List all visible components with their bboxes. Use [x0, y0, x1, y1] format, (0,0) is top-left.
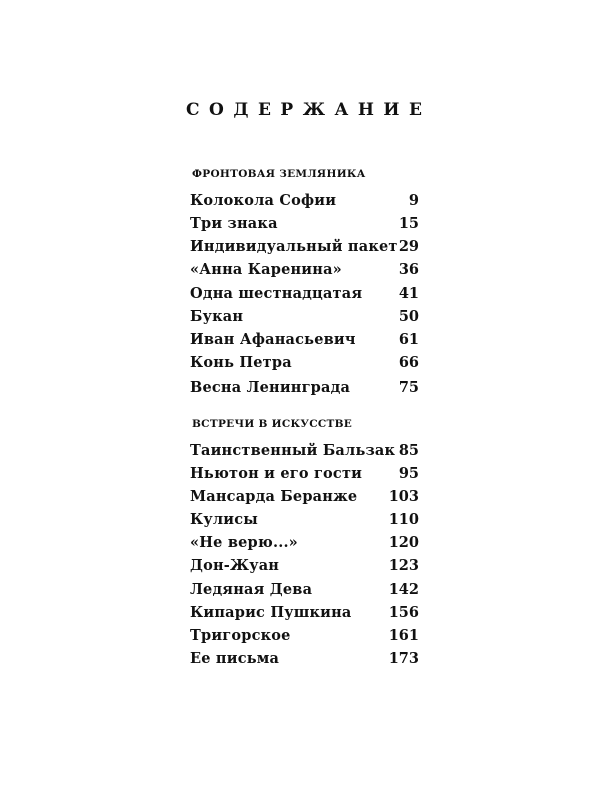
entry-title: «Не верю...»: [190, 534, 298, 551]
toc-entry[interactable]: [190, 534, 419, 556]
entry-title: «Анна Каренина»: [190, 261, 342, 278]
entry-page-number: 15: [398, 215, 419, 232]
entry-title: Букан: [190, 308, 244, 325]
entry-page-number: 103: [388, 488, 419, 505]
entry-page-number: 41: [398, 285, 419, 302]
entry-page-number: 156: [388, 604, 419, 621]
entry-title: Кипарис Пушкина: [190, 604, 352, 621]
entry-title: Весна Ленинграда: [190, 379, 351, 396]
entry-page-number: 66: [398, 354, 419, 371]
toc-entry[interactable]: [190, 308, 419, 330]
entry-title: Три знака: [190, 215, 278, 232]
entry-title: Ее письма: [190, 650, 280, 667]
toc-entry[interactable]: [190, 261, 419, 283]
entry-page-number: 110: [388, 511, 419, 528]
section-heading: ФРОНТОВАЯ ЗЕМЛЯНИКА: [192, 168, 366, 180]
entry-title: Ньютон и его гости: [190, 465, 363, 482]
entry-page-number: 142: [388, 581, 419, 598]
entry-title: Тригорское: [190, 627, 291, 644]
entry-page-number: 173: [388, 650, 419, 667]
toc-entry[interactable]: [190, 511, 419, 533]
toc-entry[interactable]: [190, 650, 419, 672]
entry-title: Одна шестнадцатая: [190, 285, 363, 302]
toc-entry[interactable]: [190, 379, 419, 401]
entry-page-number: 9: [408, 192, 419, 209]
toc-entry[interactable]: [190, 192, 419, 214]
entry-page-number: 61: [398, 331, 419, 348]
entry-title: Колокола Софии: [190, 192, 337, 209]
entry-title: Дон-Жуан: [190, 557, 280, 574]
entry-page-number: 123: [388, 557, 419, 574]
toc-entry[interactable]: [190, 488, 419, 510]
entry-page-number: 75: [398, 379, 419, 396]
entry-title: Мансарда Беранже: [190, 488, 358, 505]
entry-page-number: 95: [398, 465, 419, 482]
entry-page-number: 120: [388, 534, 419, 551]
entry-title: Иван Афанасьевич: [190, 331, 356, 348]
entry-title: Таинственный Бальзак: [190, 442, 396, 459]
entry-page-number: 29: [398, 238, 419, 255]
toc-entry[interactable]: [190, 465, 419, 487]
toc-entry[interactable]: [190, 354, 419, 376]
toc-entry[interactable]: [190, 238, 419, 260]
toc-entry[interactable]: [190, 285, 419, 307]
toc-entry[interactable]: [190, 581, 419, 603]
toc-entry[interactable]: [190, 331, 419, 353]
entry-page-number: 85: [398, 442, 419, 459]
page-title: СОДЕРЖАНИЕ: [186, 100, 432, 120]
toc-entry[interactable]: [190, 557, 419, 579]
entry-page-number: 50: [398, 308, 419, 325]
toc-entry[interactable]: [190, 627, 419, 649]
toc-entry[interactable]: [190, 215, 419, 237]
toc-entry[interactable]: [190, 604, 419, 626]
entry-title: Конь Петра: [190, 354, 292, 371]
entry-title: Кулисы: [190, 511, 259, 528]
section-heading: ВСТРЕЧИ В ИСКУССТВЕ: [192, 418, 353, 430]
entry-title: Индивидуальный пакет: [190, 238, 398, 255]
entry-page-number: 36: [398, 261, 419, 278]
entry-page-number: 161: [388, 627, 419, 644]
toc-entry[interactable]: [190, 442, 419, 464]
entry-title: Ледяная Дева: [190, 581, 313, 598]
